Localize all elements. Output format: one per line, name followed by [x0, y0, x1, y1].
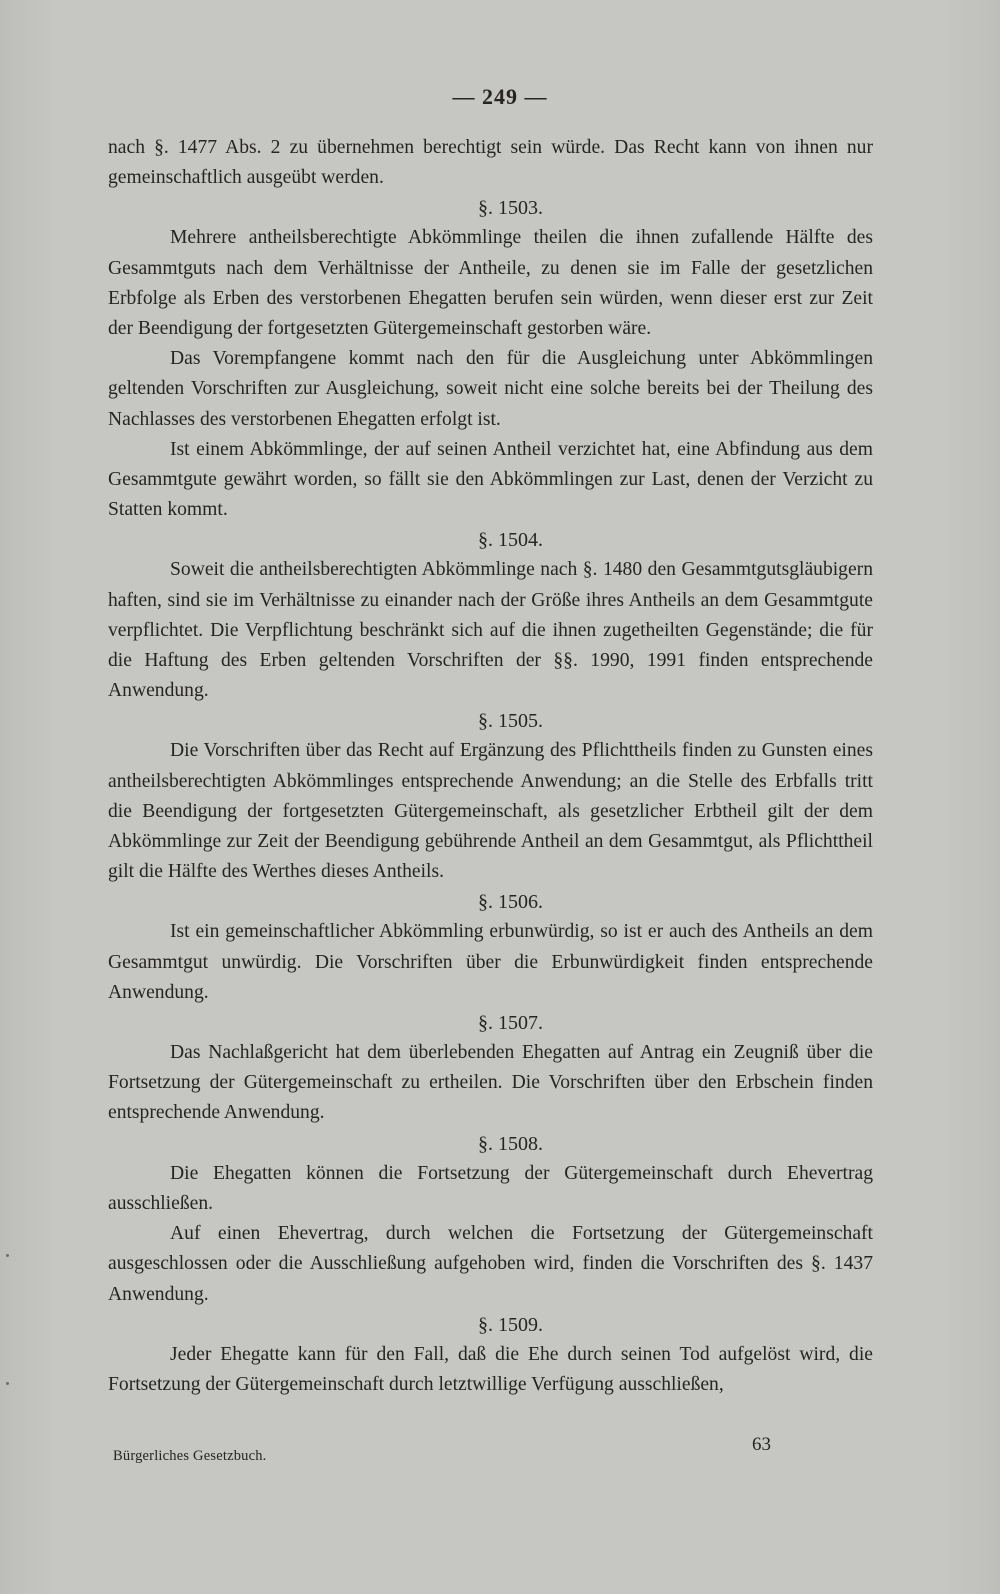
- paragraph: Das Vorempfangene kommt nach den für die Ausgleichung unter Abkömmlingen geltenden Vorschriften zur Ausgleichung, soweit nicht eine solche bereits bei der Theilung des Nachlasses des verstorbenen Ehegatten erfolgt ist.: [108, 348, 873, 430]
- body-text: [108, 133, 873, 1400]
- section-heading-1509: §. 1509.: [478, 1313, 543, 1336]
- margin-dot: [6, 1254, 9, 1257]
- footer-signature-mark: 63: [752, 1434, 771, 1455]
- paragraph: Das Nachlaßgericht hat dem überlebenden Ehegatten auf Antrag ein Zeugniß über die Fortsetzung der Gütergemeinschaft zu ertheilen. Die Vorschriften über den Erbschein finden entsprechende Anwendung.: [108, 1042, 873, 1124]
- section-heading-1507: §. 1507.: [478, 1012, 543, 1035]
- page-number: — 249 —: [452, 84, 548, 109]
- margin-dot: [6, 1382, 9, 1385]
- paragraph: Ist ein gemeinschaftlicher Abkömmling erbunwürdig, so ist er auch des Antheils an dem Gesammtgut unwürdig. Die Vorschriften über die Erbunwürdigkeit finden entsprechende Anwendung.: [108, 921, 873, 1003]
- section-heading-1508: §. 1508.: [478, 1132, 543, 1155]
- paragraph: Auf einen Ehevertrag, durch welchen die Fortsetzung der Gütergemeinschaft ausgeschlossen oder die Ausschließung aufgehoben wird, finden die Vorschriften des §. 1437 Anwendung.: [108, 1223, 873, 1305]
- paragraph: Ist einem Abkömmlinge, der auf seinen Antheil verzichtet hat, eine Abfindung aus dem Gesammtgute gewährt worden, so fällt sie den Abkömmlingen zur Last, denen der Verzicht zu Statten kommt.: [108, 438, 873, 521]
- paragraph: Jeder Ehegatte kann für den Fall, daß die Ehe durch seinen Tod aufgelöst wird, die Fortsetzung der Gütergemeinschaft durch letztwillige Verfügung ausschließen,: [108, 1343, 873, 1395]
- paragraph: Mehrere antheilsberechtigte Abkömmlinge theilen die ihnen zufallende Hälfte des Gesammtguts nach dem Verhältnisse der Antheile, zu denen sie im Falle der gesetzlichen Erbfolge als Erben des verstorbenen Ehegatten berufen sein würden, wenn dieser erst zur Zeit der Beendigung der fortgesetzten Gütergemeinschaft gestorben wäre.: [108, 227, 873, 340]
- paragraph-continuation: nach §. 1477 Abs. 2 zu übernehmen berechtigt sein würde. Das Recht kann von ihnen nur gemeinschaftlich ausgeübt werden.: [108, 137, 873, 189]
- paragraph: Die Ehegatten können die Fortsetzung der Gütergemeinschaft durch Ehevertrag ausschließen.: [108, 1162, 873, 1214]
- section-heading-1505: §. 1505.: [478, 710, 543, 733]
- footer-publication-title: Bürgerliches Gesetzbuch.: [113, 1448, 267, 1464]
- paragraph: Soweit die antheilsberechtigten Abkömmlinge nach §. 1480 den Gesammtgutsgläubigern haften, sind sie im Verhältnisse zu einander nach der Größe ihres Antheils an dem Gesammtgute verpflichtet. Die Verpflichtung beschränkt sich auf die ihnen zugetheilten Gegenstände; die für die Haftung des Erben geltenden Vorschriften der §§. 1990, 1991 finden entsprechende Anwendung.: [108, 559, 873, 702]
- paragraph: Die Vorschriften über das Recht auf Ergänzung des Pflichttheils finden zu Gunsten eines antheilsberechtigten Abkömmlinges entsprechende Anwendung; an die Stelle des Erbfalls tritt die Beendigung der fortgesetzten Gütergemeinschaft, als gesetzlicher Erbtheil gilt der dem Abkömmlinge zur Zeit der Beendigung gebührende Antheil an dem Gesammtgut, als Pflichttheil gilt die Hälfte des Werthes dieses Antheils.: [108, 740, 873, 883]
- section-heading-1503: §. 1503.: [478, 197, 543, 220]
- section-heading-1506: §. 1506.: [478, 891, 543, 914]
- section-heading-1504: §. 1504.: [478, 529, 543, 552]
